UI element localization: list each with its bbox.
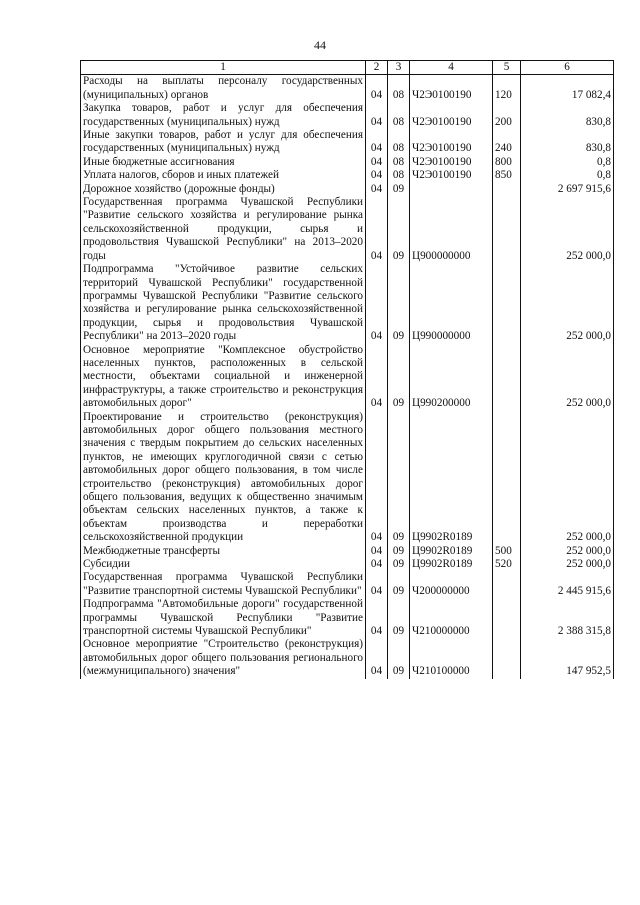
target-article-code: Ч2Э0100190 <box>410 169 493 182</box>
expense-type-code <box>493 196 521 263</box>
amount: 252 000,0 <box>521 196 614 263</box>
target-article-code: Ч2Э0100190 <box>410 129 493 156</box>
row-name: Государственная программа Чувашской Республики "Развитие транспортной системы Чувашской Республики" <box>81 571 366 598</box>
expense-type-code: 850 <box>493 169 521 182</box>
subsection-code: 09 <box>388 196 410 263</box>
amount: 252 000,0 <box>521 344 614 411</box>
expense-type-code <box>493 183 521 196</box>
expense-type-code: 240 <box>493 129 521 156</box>
subsection-code: 08 <box>388 102 410 129</box>
amount: 2 445 915,6 <box>521 571 614 598</box>
amount: 830,8 <box>521 129 614 156</box>
table-row <box>81 75 614 102</box>
table-row <box>81 571 614 598</box>
expense-type-code: 500 <box>493 545 521 558</box>
section-code: 04 <box>366 102 388 129</box>
subsection-code: 09 <box>388 545 410 558</box>
section-code: 04 <box>366 638 388 678</box>
row-name: Субсидии <box>81 558 366 571</box>
expense-type-code <box>493 638 521 678</box>
target-article-code: Ц9902R0189 <box>410 411 493 545</box>
expense-type-code <box>493 411 521 545</box>
section-code: 04 <box>366 598 388 638</box>
subsection-code: 08 <box>388 75 410 102</box>
section-code: 04 <box>366 545 388 558</box>
amount: 830,8 <box>521 102 614 129</box>
section-code: 04 <box>366 75 388 102</box>
expense-type-code: 200 <box>493 102 521 129</box>
target-article-code: Ч2Э0100190 <box>410 156 493 169</box>
column-header: 1 <box>81 61 366 75</box>
target-article-code: Ц9902R0189 <box>410 545 493 558</box>
amount: 0,8 <box>521 156 614 169</box>
column-header: 3 <box>388 61 410 75</box>
expense-type-code: 120 <box>493 75 521 102</box>
section-code: 04 <box>366 263 388 343</box>
subsection-code: 09 <box>388 571 410 598</box>
subsection-code: 09 <box>388 183 410 196</box>
table-row <box>81 344 614 411</box>
table-row <box>81 156 614 169</box>
section-code: 04 <box>366 411 388 545</box>
target-article-code: Ц9902R0189 <box>410 558 493 571</box>
column-header: 4 <box>410 61 493 75</box>
column-header: 6 <box>521 61 614 75</box>
row-name: Межбюджетные трансферты <box>81 545 366 558</box>
subsection-code: 08 <box>388 156 410 169</box>
target-article-code: Ч2Э0100190 <box>410 102 493 129</box>
row-name: Основное мероприятие "Строительство (реконструкция) автомобильных дорог общего пользования регионального (межмуниципального) значения" <box>81 638 366 678</box>
amount: 2 388 315,8 <box>521 598 614 638</box>
target-article-code: Ч210100000 <box>410 638 493 678</box>
target-article-code: Ц990000000 <box>410 263 493 343</box>
table-row <box>81 263 614 343</box>
row-name: Подпрограмма "Автомобильные дороги" государственной программы Чувашской Республики "Развитие транспортной системы Чувашской Республики" <box>81 598 366 638</box>
section-code: 04 <box>366 129 388 156</box>
row-name: Подпрограмма "Устойчивое развитие сельских территорий Чувашской Республики" государственной программы Чувашской Республики "Развитие сельского хозяйства и регулирование рынка сельскохозяйственной продукции, сырья и продовольствия Чувашской Республики" на 2013–2020 годы <box>81 263 366 343</box>
row-name: Иные бюджетные ассигнования <box>81 156 366 169</box>
expense-type-code: 800 <box>493 156 521 169</box>
table-row <box>81 183 614 196</box>
amount: 252 000,0 <box>521 558 614 571</box>
target-article-code: Ч210000000 <box>410 598 493 638</box>
table-header-row <box>81 61 614 75</box>
page-number: 44 <box>314 38 326 52</box>
table-row <box>81 545 614 558</box>
subsection-code: 09 <box>388 263 410 343</box>
subsection-code: 09 <box>388 411 410 545</box>
amount: 2 697 915,6 <box>521 183 614 196</box>
subsection-code: 08 <box>388 169 410 182</box>
column-header: 5 <box>493 61 521 75</box>
row-name: Уплата налогов, сборов и иных платежей <box>81 169 366 182</box>
section-code: 04 <box>366 183 388 196</box>
table-row <box>81 129 614 156</box>
budget-table <box>80 60 614 679</box>
section-code: 04 <box>366 571 388 598</box>
section-code: 04 <box>366 558 388 571</box>
expense-type-code <box>493 263 521 343</box>
amount: 17 082,4 <box>521 75 614 102</box>
target-article-code: Ч2Э0100190 <box>410 75 493 102</box>
amount: 147 952,5 <box>521 638 614 678</box>
row-name: Иные закупки товаров, работ и услуг для обеспечения государственных (муниципальных) нужд <box>81 129 366 156</box>
row-name: Расходы на выплаты персоналу государственных (муниципальных) органов <box>81 75 366 102</box>
expense-type-code <box>493 344 521 411</box>
subsection-code: 09 <box>388 598 410 638</box>
section-code: 04 <box>366 169 388 182</box>
table-body <box>81 75 614 679</box>
table-row <box>81 411 614 545</box>
row-name: Основное мероприятие "Комплексное обустройство населенных пунктов, расположенных в сельской местности, объектами социальной и инженерной инфраструктуры, а также строительство и реконструкция автомобильных дорог" <box>81 344 366 411</box>
subsection-code: 09 <box>388 344 410 411</box>
column-header: 2 <box>366 61 388 75</box>
section-code: 04 <box>366 196 388 263</box>
target-article-code: Ч200000000 <box>410 571 493 598</box>
table-row <box>81 558 614 571</box>
row-name: Закупка товаров, работ и услуг для обеспечения государственных (муниципальных) нужд <box>81 102 366 129</box>
expense-type-code <box>493 598 521 638</box>
table-row <box>81 102 614 129</box>
amount: 252 000,0 <box>521 263 614 343</box>
row-name: Дорожное хозяйство (дорожные фонды) <box>81 183 366 196</box>
table-row <box>81 598 614 638</box>
expense-type-code <box>493 571 521 598</box>
target-article-code <box>410 183 493 196</box>
table-row <box>81 196 614 263</box>
target-article-code: Ц900000000 <box>410 196 493 263</box>
section-code: 04 <box>366 156 388 169</box>
subsection-code: 09 <box>388 638 410 678</box>
subsection-code: 09 <box>388 558 410 571</box>
subsection-code: 08 <box>388 129 410 156</box>
section-code: 04 <box>366 344 388 411</box>
amount: 252 000,0 <box>521 545 614 558</box>
target-article-code: Ц990200000 <box>410 344 493 411</box>
amount: 252 000,0 <box>521 411 614 545</box>
row-name: Проектирование и строительство (реконструкция) автомобильных дорог общего пользования местного значения с твердым покрытием до сельских населенных пунктов, не имеющих круглогодичной связи с сетью автомобильных дорог общего пользования, в том числе строительство (реконструкция) автомобильных дорог общего пользования, ведущих к общественно значимым объектам сельских населенных пунктов, а также к объектам производства и переработки сельскохозяйственной продукции <box>81 411 366 545</box>
expense-type-code: 520 <box>493 558 521 571</box>
table-row <box>81 638 614 678</box>
table-row <box>81 169 614 182</box>
amount: 0,8 <box>521 169 614 182</box>
row-name: Государственная программа Чувашской Республики "Развитие сельского хозяйства и регулирование рынка сельскохозяйственной продукции, сырья и продовольствия Чувашской Республики" на 2013–2020 годы <box>81 196 366 263</box>
